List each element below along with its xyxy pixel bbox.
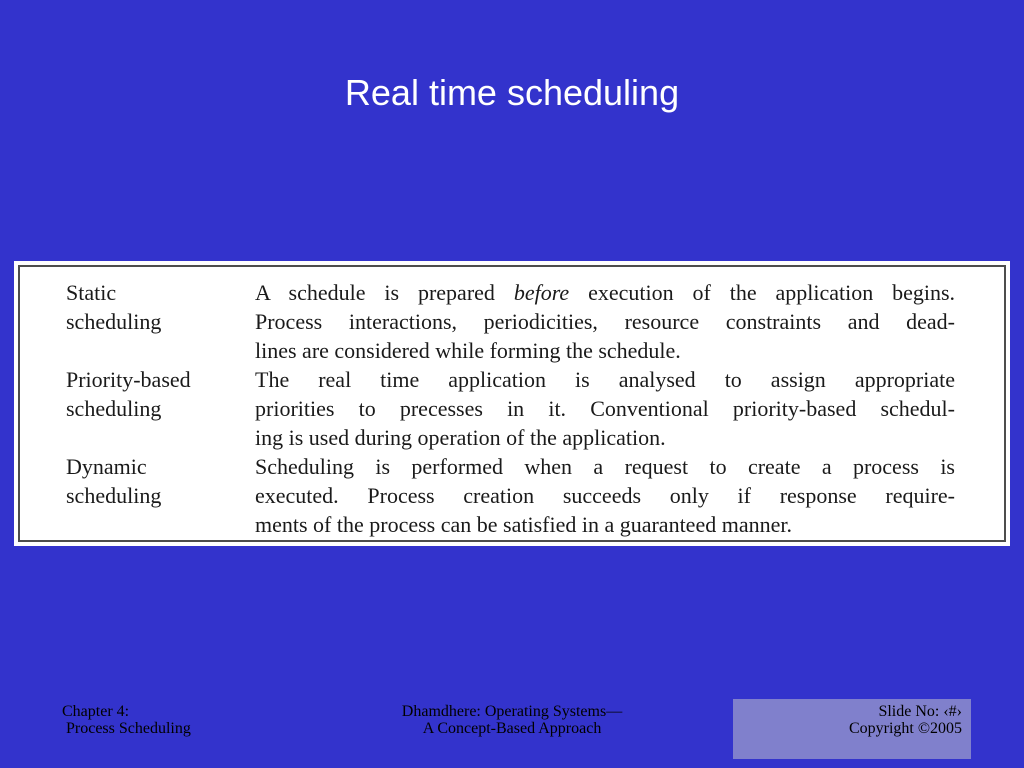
footer-chapter-line: Chapter 4: — [62, 703, 130, 720]
term-line: Static — [66, 280, 117, 305]
desc-line: Process interactions, periodicities, resource constraints and dead- — [255, 309, 955, 334]
desc-text: A schedule is prepared — [255, 280, 495, 305]
term-static — [66, 278, 246, 336]
term-line: Dynamic — [66, 454, 147, 479]
desc-line — [255, 278, 955, 307]
desc-line: priorities to precesses in it. Conventional priority-based schedul- — [255, 396, 955, 421]
term-priority — [66, 365, 246, 423]
term-line: scheduling — [66, 483, 162, 508]
footer-slide-info — [732, 703, 962, 737]
copyright: Copyright ©2005 — [848, 720, 962, 737]
desc-emphasis: before — [513, 280, 570, 305]
desc-line: Scheduling is performed when a request to create a process is — [255, 454, 955, 479]
slide-title: Real time scheduling — [344, 72, 680, 113]
desc-line: ments of the process can be satisfied in a guaranteed manner. — [255, 512, 792, 537]
footer-book — [312, 703, 712, 737]
desc-priority — [255, 365, 955, 452]
desc-line: executed. Process creation succeeds only if response require- — [255, 483, 955, 508]
footer-chapter — [62, 703, 312, 737]
desc-static — [255, 278, 955, 365]
term-dynamic — [66, 452, 246, 510]
desc-dynamic — [255, 452, 955, 539]
desc-line: ing is used during operation of the application. — [255, 425, 666, 450]
slide-number: Slide No: ‹#› — [878, 703, 962, 720]
footer-book-line: A Concept-Based Approach — [422, 720, 602, 737]
term-line: scheduling — [66, 309, 162, 334]
footer-book-line: Dhamdhere: Operating Systems— — [401, 703, 623, 720]
term-line: scheduling — [66, 396, 162, 421]
term-line: Priority-based — [66, 367, 191, 392]
scheduling-table — [14, 261, 1010, 546]
desc-line: The real time application is analysed to assign appropriate — [255, 367, 955, 392]
footer-chapter-line: Process Scheduling — [62, 720, 191, 737]
scheduling-table-border — [18, 265, 1006, 542]
desc-text: execution of the application begins. — [588, 280, 956, 305]
desc-line: lines are considered while forming the schedule. — [255, 338, 681, 363]
